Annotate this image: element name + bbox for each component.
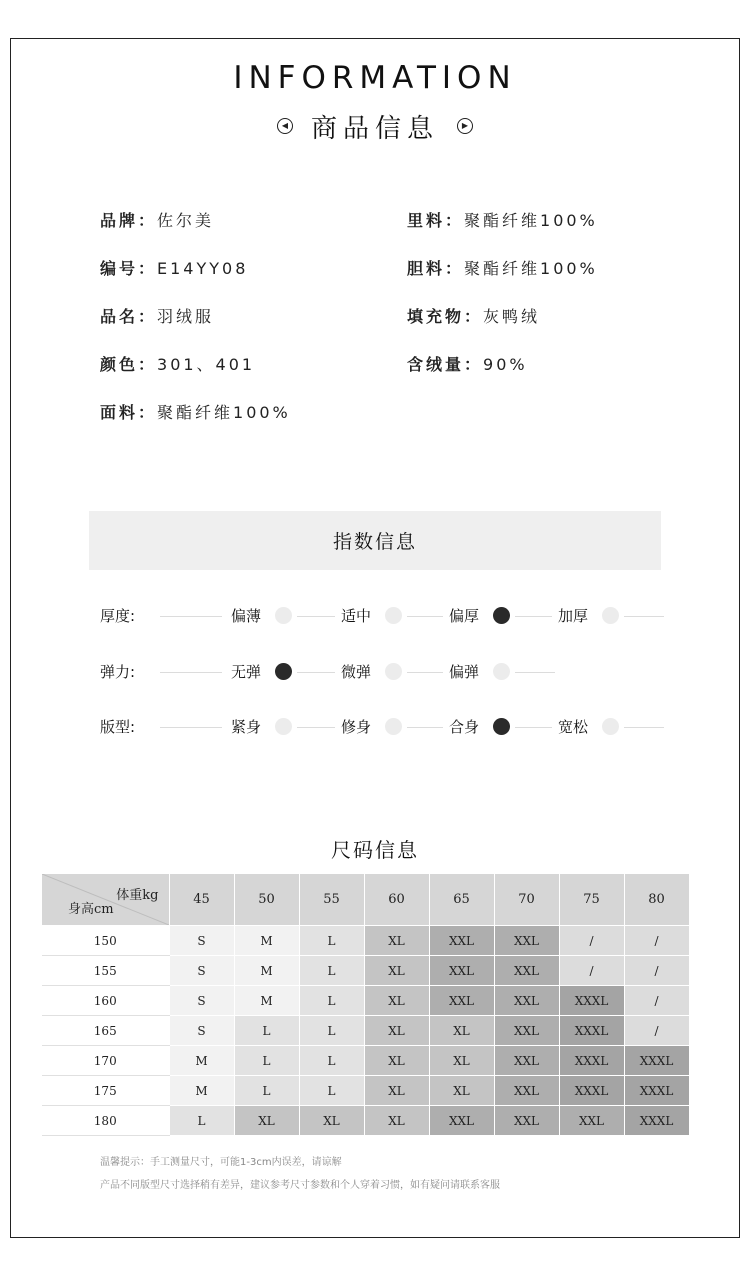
size-cell: XL (234, 1106, 299, 1136)
title-chinese-row (0, 106, 750, 146)
info-value: 301、401 (157, 355, 256, 374)
size-height-cell: 165 (42, 1016, 169, 1046)
index-connector-line (160, 672, 222, 673)
table-row (42, 986, 689, 1016)
index-option-label: 修身 (341, 718, 372, 736)
index-row-label: 弹力: (100, 663, 136, 681)
size-cell: M (234, 926, 299, 956)
info-label: 颜色： (100, 355, 158, 374)
index-connector-line (407, 672, 443, 673)
size-cell: XXL (429, 986, 494, 1016)
index-connector-line (297, 672, 335, 673)
info-value: 聚酯纤维100% (464, 211, 598, 230)
size-weight-header: 50 (234, 874, 299, 926)
size-weight-header: 70 (494, 874, 559, 926)
size-cell: XL (364, 956, 429, 986)
index-dot (275, 718, 292, 735)
corner-weight-label: 体重kg (116, 888, 159, 903)
index-dot (602, 607, 619, 624)
size-height-cell: 175 (42, 1076, 169, 1106)
size-cell: / (559, 926, 624, 956)
index-connector-line (624, 616, 664, 617)
index-connector-line (297, 616, 335, 617)
info-label: 面料： (100, 403, 158, 422)
size-cell: S (169, 956, 234, 986)
size-cell: XXL (494, 1076, 559, 1106)
size-cell: XL (364, 1046, 429, 1076)
size-cell: L (299, 986, 364, 1016)
corner-height-label: 身高cm (68, 902, 114, 917)
size-height-cell: 150 (42, 926, 169, 956)
size-cell: L (234, 1076, 299, 1106)
index-section-header (89, 511, 661, 570)
index-connector-line (624, 727, 664, 728)
size-cell: XXXL (624, 1106, 689, 1136)
size-weight-header: 65 (429, 874, 494, 926)
size-cell: XXXL (624, 1046, 689, 1076)
size-cell: / (624, 986, 689, 1016)
index-connector-line (515, 727, 552, 728)
index-option-label: 偏薄 (231, 607, 262, 625)
index-connector-line (407, 727, 443, 728)
index-dot (493, 663, 510, 680)
size-cell: L (299, 1016, 364, 1046)
info-label: 填充物： (407, 307, 484, 326)
index-dot (275, 607, 292, 624)
size-cell: M (234, 956, 299, 986)
info-product-name (100, 304, 214, 327)
index-dot-selected (493, 607, 510, 624)
size-cell: XXL (429, 956, 494, 986)
index-row-label: 版型: (100, 718, 136, 736)
index-dot (602, 718, 619, 735)
size-cell: XXL (494, 926, 559, 956)
size-cell: XL (364, 1106, 429, 1136)
size-cell: XL (364, 986, 429, 1016)
index-connector-line (297, 727, 335, 728)
info-label: 品牌： (100, 211, 158, 230)
size-cell: S (169, 986, 234, 1016)
size-cell: S (169, 1016, 234, 1046)
size-cell: XXXL (624, 1076, 689, 1106)
note-line-1: 温馨提示：手工测量尺寸，可能1-3cm内误差，请谅解 (100, 1157, 342, 1168)
note-line-2: 产品不同版型尺寸选择稍有差异，建议参考尺寸参数和个人穿着习惯，如有疑问请联系客服 (100, 1180, 500, 1191)
index-row (0, 712, 750, 742)
index-row (0, 657, 750, 687)
index-option-label: 合身 (449, 718, 480, 736)
size-cell: XXL (494, 956, 559, 986)
index-option-label: 紧身 (231, 718, 262, 736)
info-label: 含绒量： (407, 355, 484, 374)
table-row (42, 926, 689, 956)
size-title: 尺码信息 (331, 838, 419, 862)
table-row (42, 1076, 689, 1106)
table-row (42, 956, 689, 986)
info-inner-fabric (407, 256, 598, 279)
size-cell: XXXL (559, 1046, 624, 1076)
size-cell: / (624, 1016, 689, 1046)
index-connector-line (515, 616, 552, 617)
size-header-row (42, 874, 689, 926)
info-value: E14YY08 (157, 259, 249, 278)
index-option-label: 偏弹 (449, 663, 480, 681)
info-code (100, 256, 248, 279)
size-cell: XXL (494, 986, 559, 1016)
size-cell: L (299, 956, 364, 986)
index-option-label: 无弹 (231, 663, 262, 681)
size-cell: XL (364, 926, 429, 956)
size-cell: L (169, 1106, 234, 1136)
info-value: 灰鸭绒 (483, 307, 541, 326)
index-option-label: 宽松 (558, 718, 589, 736)
info-label: 里料： (407, 211, 465, 230)
info-value: 佐尔美 (157, 211, 215, 230)
size-cell: XL (299, 1106, 364, 1136)
size-height-cell: 160 (42, 986, 169, 1016)
size-cell: XXL (494, 1016, 559, 1046)
size-cell: / (559, 956, 624, 986)
size-cell: M (169, 1046, 234, 1076)
index-row-label: 厚度: (100, 607, 136, 625)
table-row (42, 1046, 689, 1076)
size-cell: M (234, 986, 299, 1016)
size-height-cell: 170 (42, 1046, 169, 1076)
index-option-label: 适中 (341, 607, 372, 625)
info-fabric (100, 400, 291, 423)
info-label: 品名： (100, 307, 158, 326)
size-cell: L (234, 1016, 299, 1046)
index-dot (385, 663, 402, 680)
size-cell: XXL (429, 1106, 494, 1136)
index-connector-line (515, 672, 555, 673)
info-brand (100, 208, 214, 231)
size-weight-header: 55 (299, 874, 364, 926)
index-option-label: 微弹 (341, 663, 372, 681)
size-cell: L (234, 1046, 299, 1076)
size-cell: / (624, 926, 689, 956)
size-weight-header: 75 (559, 874, 624, 926)
size-cell: XXXL (559, 1016, 624, 1046)
size-cell: L (299, 1076, 364, 1106)
info-value: 聚酯纤维100% (157, 403, 291, 422)
title-english: INFORMATION (233, 60, 517, 96)
size-cell: XXL (429, 926, 494, 956)
size-cell: M (169, 1076, 234, 1106)
size-table-body (42, 926, 689, 1136)
size-cell: XL (364, 1076, 429, 1106)
index-option-label: 偏厚 (449, 607, 480, 625)
info-value: 90% (483, 355, 528, 374)
size-weight-header: 45 (169, 874, 234, 926)
info-down-content (407, 352, 528, 375)
index-title: 指数信息 (332, 531, 417, 553)
info-lining (407, 208, 598, 231)
index-dot (385, 607, 402, 624)
size-cell: XXXL (559, 1076, 624, 1106)
size-cell: XXL (494, 1106, 559, 1136)
size-cell: / (624, 956, 689, 986)
size-weight-header: 60 (364, 874, 429, 926)
size-cell: XL (429, 1046, 494, 1076)
size-cell: S (169, 926, 234, 956)
info-color (100, 352, 255, 375)
size-cell: XL (364, 1016, 429, 1046)
table-row (42, 1106, 689, 1136)
size-weight-header: 80 (624, 874, 689, 926)
size-cell: XL (429, 1016, 494, 1046)
index-dot (385, 718, 402, 735)
size-corner-cell (42, 874, 169, 926)
size-cell: XXXL (559, 986, 624, 1016)
size-cell: XXL (494, 1046, 559, 1076)
info-value: 羽绒服 (157, 307, 215, 326)
index-dot-selected (493, 718, 510, 735)
size-cell: L (299, 1046, 364, 1076)
size-height-cell: 155 (42, 956, 169, 986)
index-dot-selected (275, 663, 292, 680)
index-connector-line (160, 727, 222, 728)
size-cell: L (299, 926, 364, 956)
info-label: 胆料： (407, 259, 465, 278)
info-filling (407, 304, 540, 327)
right-arrow-icon: ▶ (457, 118, 473, 134)
size-height-cell: 180 (42, 1106, 169, 1136)
size-cell: XXL (559, 1106, 624, 1136)
index-connector-line (160, 616, 222, 617)
index-row (0, 601, 750, 631)
index-option-label: 加厚 (558, 607, 589, 625)
index-connector-line (407, 616, 443, 617)
title-chinese: 商品信息 (310, 113, 439, 144)
size-table (42, 874, 690, 1136)
info-value: 聚酯纤维100% (464, 259, 598, 278)
size-cell: XL (429, 1076, 494, 1106)
info-label: 编号： (100, 259, 158, 278)
table-row (42, 1016, 689, 1046)
left-arrow-icon: ◀ (277, 118, 293, 134)
